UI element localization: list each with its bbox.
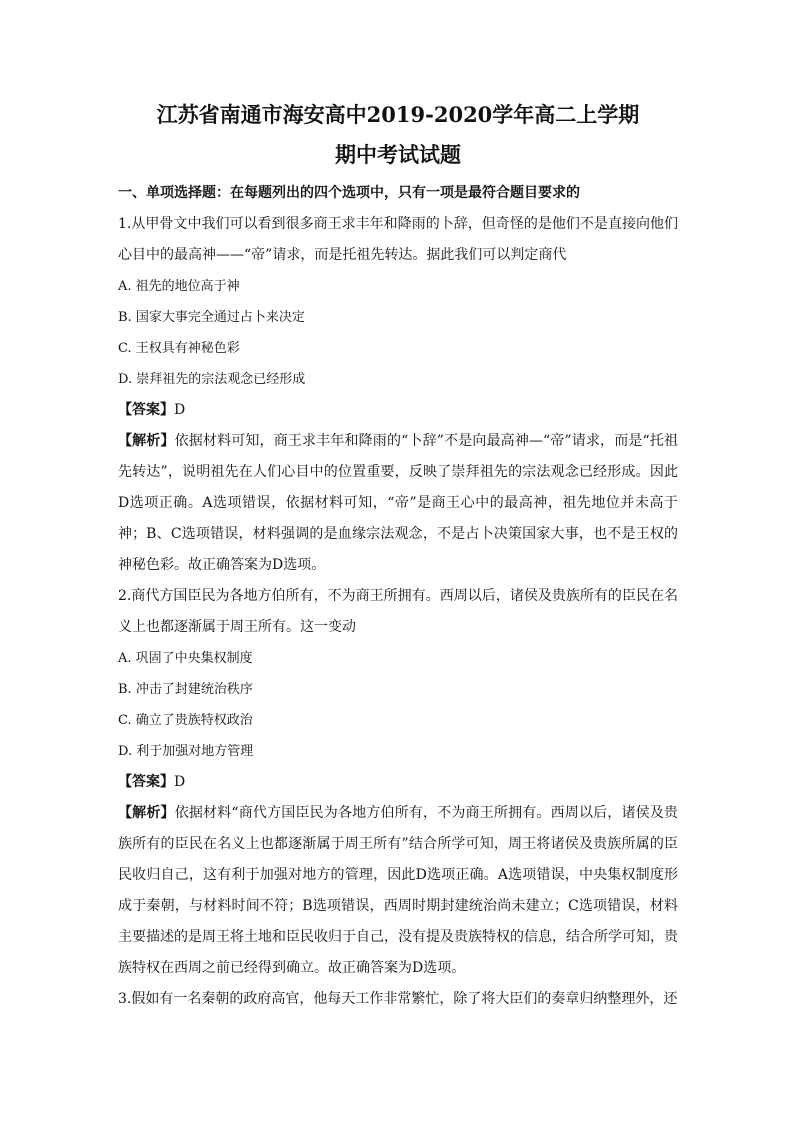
option-b: B. 国家大事完全通过占卜来决定 [118, 310, 305, 325]
answer-line [118, 767, 678, 798]
exam-page [118, 100, 678, 1015]
question-2 [118, 581, 678, 984]
answer-value: D [174, 774, 186, 790]
analysis-paragraph [118, 798, 678, 984]
question-1 [118, 209, 678, 581]
page-title-line2: 期中考试试题 [335, 142, 461, 167]
answer-tag: 【答案】 [118, 774, 174, 790]
question-stem: 2.商代方国臣民为各地方伯所有，不为商王所拥有。西周以后，诸侯及贵族所有的臣民在名义上也都逐渐属于周王所有。这一变动 [118, 588, 678, 635]
option-a: A. 祖先的地位高于神 [118, 279, 240, 294]
page-title-line1: 江苏省南通市海安高中2019-2020学年高二上学期 [156, 102, 640, 127]
analysis-text: 依据材料“商代方国臣民为各地方伯所有，不为商王所拥有。西周以后，诸侯及贵族所有的臣民在名义上也都逐渐属于周王所有”结合所学可知，周王将诸侯及贵族所属的臣民收归自己，这有利于加强对地方的管理，因此D选项正确。A选项错误，中央集权制度形成于秦朝，与材料时间不符；B选项错误，西周时期封建统治尚未建立；C选项错误，材料主要描述的是周王将土地和臣民收归于自己，没有提及贵族特权的信息，结合所学可知，贵族特权在西周之前已经得到确立。故正确答案为D选项。 [118, 805, 679, 976]
option-c: C. 王权具有神秘色彩 [118, 341, 240, 356]
answer-value: D [174, 402, 186, 418]
question-stem: 1.从甲骨文中我们可以看到很多商王求丰年和降雨的卜辞，但奇怪的是他们不是直接向他们心目中的最高神——“帝”请求，而是托祖先转达。据此我们可以判定商代 [118, 216, 678, 263]
analysis-tag: 【解析】 [118, 433, 175, 449]
section-heading: 一、单项选择题：在每题列出的四个选项中，只有一项是最符合题目要求的 [118, 185, 580, 201]
question-stem: 3.假如有一名秦朝的政府高官，他每天工作非常繁忙，除了将大臣们的奏章归纳整理外，还 [118, 991, 678, 1007]
option-b: B. 冲击了封建统治秩序 [118, 682, 253, 697]
option-d: D. 崇拜祖先的宗法观念已经形成 [118, 372, 306, 387]
answer-tag: 【答案】 [118, 402, 174, 418]
option-a: A. 巩固了中央集权制度 [118, 651, 253, 666]
answer-line [118, 395, 678, 426]
option-c: C. 确立了贵族特权政治 [118, 713, 253, 728]
analysis-text: 依据材料可知，商王求丰年和降雨的“卜辞”不是向最高神—“帝”请求，而是“托祖先转达”，说明祖先在人们心目中的位置重要，反映了崇拜祖先的宗法观念已经形成。因此D选项正确。A选项错误，依据材料可知，“帝”是商王心中的最高神，祖先地位并未高于神；B、C选项错误，材料强调的是血缘宗法观念，不是占卜决策国家大事，也不是王权的神秘色彩。故正确答案为D选项。 [118, 433, 678, 573]
analysis-tag: 【解析】 [118, 805, 175, 821]
option-d: D. 利于加强对地方管理 [118, 744, 254, 759]
question-3 [118, 984, 678, 1015]
analysis-paragraph [118, 426, 678, 581]
